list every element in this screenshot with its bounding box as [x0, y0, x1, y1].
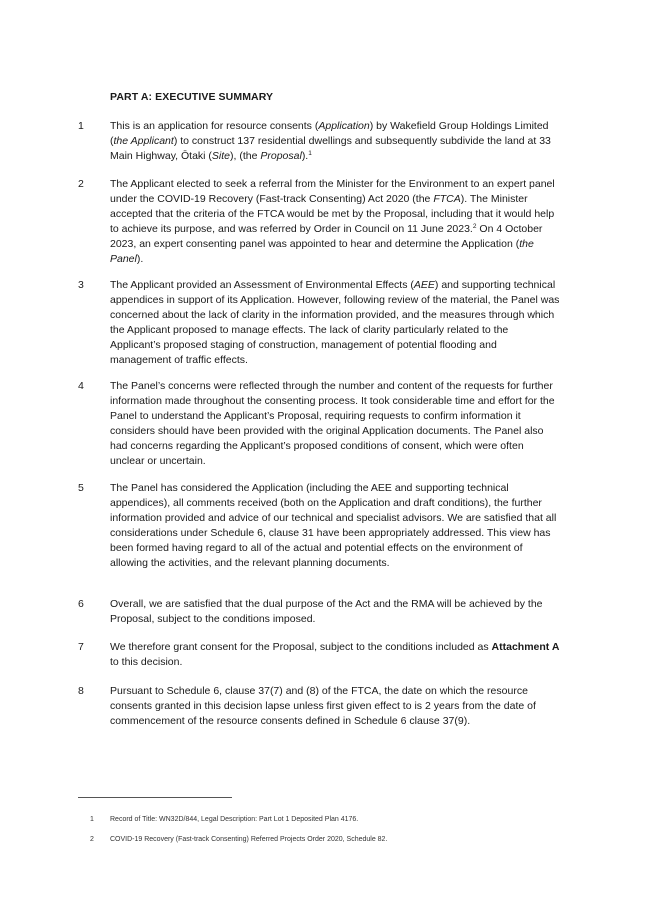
- footnote-number: 2: [90, 836, 94, 843]
- paragraph-number: 8: [78, 685, 84, 697]
- text-run: FTCA: [433, 193, 461, 205]
- text-run: The Applicant provided an Assessment of Environmental Effects (: [110, 279, 414, 291]
- section-heading: PART A: EXECUTIVE SUMMARY: [110, 91, 274, 103]
- paragraph-number: 5: [78, 482, 84, 494]
- text-run: ) to construct 137 residential dwellings and subsequently subdivide the land at 33 Main Highway, Ōtaki (: [110, 135, 551, 162]
- paragraph-number: 3: [78, 279, 84, 291]
- paragraph-text: [110, 379, 560, 469]
- paragraph-number: 2: [78, 178, 84, 190]
- paragraph-text: [110, 684, 560, 729]
- footnote-number: 1: [90, 816, 94, 823]
- text-run: ) and supporting technical appendices in support of its Application. However, following review of the material, the Panel was concerned about the lack of clarity in the information provided, and the measures through which the Applicant proposed to manage effects. The lack of clarity particularly related to the Applicant’s proposed staging of construction, management of potential flooding and management of traffic effects.: [110, 279, 560, 366]
- footnote-ref: 1: [308, 150, 312, 157]
- text-run: The Applicant elected to seek a referral from the Minister for the Environment to an expert panel under the COVID-19 Recovery (Fast-track Consenting) Act 2020 (the: [110, 178, 555, 205]
- footnote-text: COVID-19 Recovery (Fast-track Consenting) Referred Projects Order 2020, Schedule 82.: [110, 836, 388, 843]
- text-run: We therefore grant consent for the Proposal, subject to the conditions included as: [110, 641, 492, 653]
- text-run: The Panel’s concerns were reflected through the number and content of the requests for further information made throughout the consenting process. It took considerable time and effort for the Panel to understand the Applicant’s Proposal, requiring requests to confirm information it considers should have been provided with the original Application documents. The Panel also had concerns regarding the Applicant’s proposed conditions of consent, which were often unclear or uncertain.: [110, 380, 555, 467]
- paragraph-text: [110, 640, 560, 670]
- text-run: The Panel has considered the Application (including the AEE and supporting technical appendices), all comments received (both on the Application and draft conditions), the further information provided and advice of our technical and specialist advisors. We are satisfied that all considerations under Schedule 6, clause 31 have been appropriately addressed. This view has been formed having regard to all of the actual and potential effects on the environment of allowing the activities, and the relevant planning documents.: [110, 482, 557, 569]
- paragraph-text: [110, 278, 560, 368]
- text-run: On 4 October 2023, an expert consenting panel was appointed to hear and determine the Application (: [110, 223, 543, 250]
- text-run: the Panel: [110, 238, 534, 265]
- paragraph-number: 4: [78, 380, 84, 392]
- text-run: Overall, we are satisfied that the dual purpose of the Act and the RMA will be achieved by the Proposal, subject to the conditions imposed.: [110, 598, 543, 625]
- text-run: Application: [318, 120, 370, 132]
- paragraph-number: 7: [78, 641, 84, 653]
- text-run: Pursuant to Schedule 6, clause 37(7) and (8) of the FTCA, the date on which the resource consents granted in this decision lapse unless first given effect to is 2 years from the date of commencement of the resource consents defined in Schedule 6 clause 37(9).: [110, 685, 536, 727]
- footnote-ref: 2: [472, 223, 477, 230]
- text-run: to this decision.: [110, 656, 183, 668]
- paragraph-number: 1: [78, 120, 84, 132]
- footnote-divider: [78, 797, 232, 798]
- footnote-text: Record of Title: WN32D/844, Legal Description: Part Lot 1 Deposited Plan 4176.: [110, 816, 359, 823]
- text-run: ).: [301, 150, 309, 162]
- paragraph-text: [110, 177, 560, 267]
- paragraph-text: [110, 597, 560, 627]
- text-run: the Applicant: [113, 135, 174, 147]
- text-run: ). The Minister accepted that the criteria of the FTCA would be met by the Proposal, including that it would help to achieve its purpose, and was referred by Order in Council on 11 June 2023.: [110, 193, 555, 235]
- paragraph-number: 6: [78, 598, 84, 610]
- text-run: ) by Wakefield Group Holdings Limited (: [110, 120, 549, 147]
- text-run: Proposal: [260, 150, 302, 162]
- paragraph-text: [110, 481, 560, 571]
- text-run: This is an application for resource consents (: [110, 120, 319, 132]
- text-run: Attachment A: [491, 641, 560, 653]
- text-run: ), (the: [230, 150, 261, 162]
- text-run: Site: [211, 150, 231, 162]
- text-run: AEE: [413, 279, 435, 291]
- text-run: ).: [136, 253, 144, 265]
- paragraph-text: [110, 119, 560, 164]
